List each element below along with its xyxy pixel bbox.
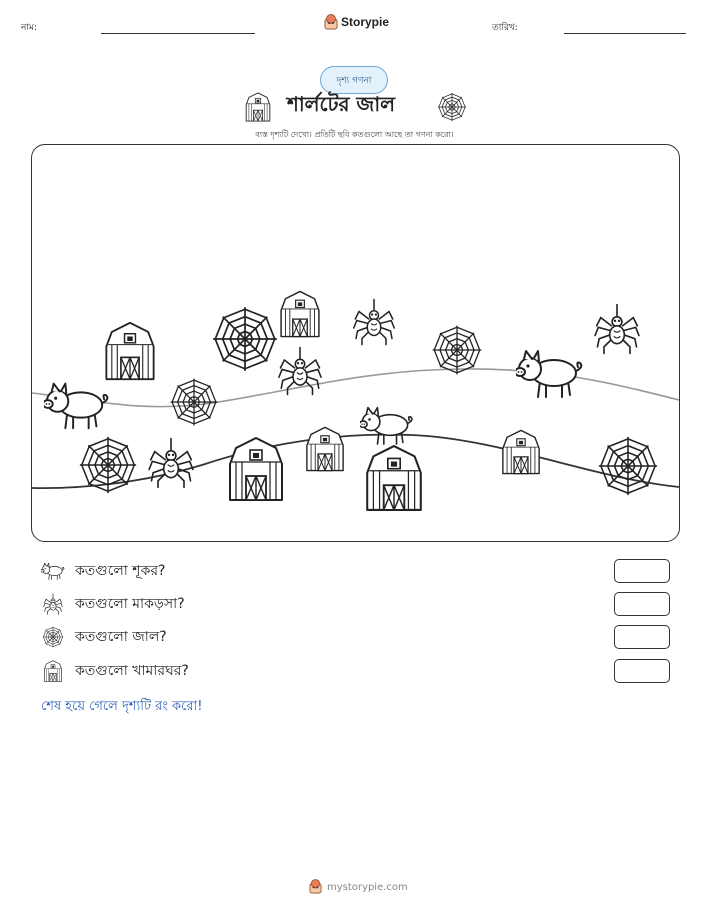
barn-icon — [281, 291, 319, 336]
pig-icon — [515, 351, 581, 397]
spider-web-icon — [171, 379, 218, 426]
question-pigs — [41, 559, 166, 583]
finish-note: শেষ হয়ে গেলে দৃশ্যটি রং করো! — [41, 699, 203, 714]
instructions: ব্যস্ত দৃশ্যটি দেখো। প্রতিটি ছবি কতগুলো আছে তা গণনা করো। — [255, 130, 454, 139]
answer-box-webs[interactable] — [614, 625, 670, 649]
barn-icon — [243, 92, 273, 122]
question-text: কতগুলো শূকর? — [75, 563, 166, 579]
category-badge: দৃশ্য গণনা — [320, 66, 388, 94]
barn-icon — [230, 438, 282, 500]
name-label: নাম: — [21, 23, 38, 33]
spider-web-icon — [437, 92, 467, 122]
spider-web-icon — [213, 307, 277, 371]
answer-box-barns[interactable] — [614, 659, 670, 683]
front-hill-line — [32, 435, 679, 489]
question-barns — [41, 659, 189, 683]
scene-artwork — [32, 145, 679, 541]
date-label: তারিখ: — [492, 23, 518, 33]
barn-icon — [307, 427, 343, 470]
pig-icon — [43, 384, 107, 429]
counting-scene — [31, 144, 680, 542]
barn-icon — [41, 660, 65, 682]
storypie-logo-icon — [309, 879, 322, 894]
pig-icon — [41, 561, 65, 581]
answer-box-pigs[interactable] — [614, 559, 670, 583]
barn-icon — [367, 446, 421, 510]
pig-icon — [359, 408, 412, 445]
question-text: কতগুলো খামারঘর? — [75, 663, 189, 679]
barn-icon — [106, 323, 153, 379]
question-text: কতগুলো মাকড়সা? — [75, 596, 185, 612]
spider-web-icon — [41, 626, 65, 648]
footer-site[interactable]: mystorypie.com — [327, 882, 408, 893]
spider-web-icon — [433, 326, 482, 375]
spider-icon — [41, 593, 65, 615]
spider-web-icon — [599, 437, 657, 495]
brand-name: Storypie — [341, 15, 390, 29]
storypie-logo-icon — [324, 14, 338, 30]
question-spiders — [41, 592, 185, 616]
spider-icon — [354, 300, 395, 345]
spider-icon — [595, 305, 639, 354]
barn-icon — [503, 430, 539, 473]
answer-box-spiders[interactable] — [614, 592, 670, 616]
question-text: কতগুলো জাল? — [75, 629, 167, 645]
name-line[interactable] — [101, 33, 255, 34]
question-webs — [41, 625, 167, 649]
page-title: শার্লটের জাল — [287, 92, 396, 116]
brand-logo — [324, 14, 389, 30]
date-line[interactable] — [564, 33, 686, 34]
spider-icon — [149, 439, 193, 488]
spider-web-icon — [80, 437, 136, 493]
